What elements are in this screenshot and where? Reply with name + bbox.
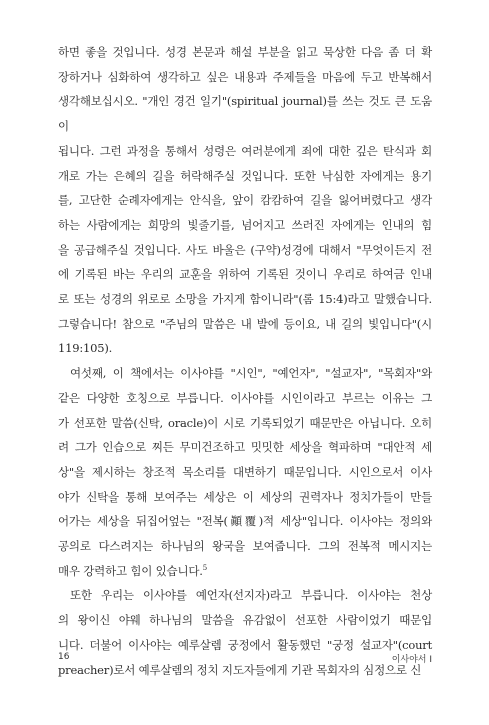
text-line: 가 선포한 말씀(신탁, oracle)이 시로 기록되었기 때문만은 아닙니다. 오히 [58, 415, 432, 430]
text-line: 여섯째, 이 책에서는 이사야를 "시인", "예언자", "설교자", "목회자"와 [70, 366, 432, 381]
text-line: 를, 고단한 순례자에게는 안식을, 앞이 캄캄하여 길을 잃어버렸다고 생각 [58, 193, 432, 208]
text-line: 니다. 더불어 이사야는 예루살렘 궁정에서 활동했던 "궁정 설교자"(court [58, 637, 432, 652]
text-line: 로 또는 성경의 위로로 소망을 가지게 함이니라"(롬 15:4)라고 말했습니다. [58, 292, 432, 307]
running-title: 이사야서 I [391, 655, 432, 665]
page-footer [58, 652, 432, 666]
text-line: 려 그가 인습으로 찌든 무미건조하고 밋밋한 세상을 혁파하며 "대안적 세 [58, 440, 432, 455]
paragraph-isaiah-as-prophet [58, 583, 432, 682]
footnote-marker: 5 [202, 563, 207, 572]
text-line: 어가는 세상을 뒤집어엎는 "전복(顚覆)적 세상"입니다. 이사야는 정의와 [58, 514, 432, 529]
text-line: 생각해보십시오. "개인 경건 일기"(spiritual journal)를 쓰는 것도 큰 도움이 [58, 94, 432, 134]
text-line: 매우 강력하고 힘이 있습니다.$^5$ [58, 563, 207, 578]
text-line: 같은 다양한 호칭으로 부릅니다. 이사야를 시인이라고 부르는 이유는 그 [58, 390, 432, 405]
text-line: 그렇습니다! 참으로 "주님의 말씀은 내 발에 등이요, 내 길의 빛입니다"(시 [58, 316, 432, 331]
text-line: 또한 우리는 이사야를 예언자(선지자)라고 부릅니다. 이사야는 천상 [70, 588, 432, 603]
page-body [58, 40, 432, 682]
paragraph-reading-guidance [58, 40, 432, 361]
text-line: 하는 사람에게는 희망의 빛줄기를, 넘어지고 쓰러진 자에게는 인내의 힘 [58, 217, 432, 232]
text-line: 장하거나 심화하여 생각하고 싶은 내용과 주제들을 마음에 두고 반복해서 [58, 69, 432, 84]
text-line: 야가 신탁을 통해 보여주는 세상은 이 세상의 권력자나 정치가들이 만들 [58, 489, 432, 504]
text-line: 됩니다. 그런 과정을 통해서 성령은 여러분에게 죄에 대한 깊은 탄식과 회 [58, 143, 432, 158]
text-line: 119:105). [58, 341, 113, 356]
text-line: 상"을 제시하는 창조적 목소리를 대변하기 때문입니다. 시인으로서 이사 [58, 464, 432, 479]
page-number: 16 [58, 652, 70, 662]
text-line: preacher)로서 예루살렘의 정치 지도자들에게 기관 목회자의 심정으로 신 [58, 662, 422, 677]
text-line: 공의로 다스려지는 하나님의 왕국을 보여줍니다. 그의 전복적 메시지는 [58, 539, 432, 554]
text-line: 하면 좋을 것입니다. 성경 본문과 해설 부분을 읽고 묵상한 다음 좀 더 확 [58, 45, 432, 59]
paragraph-isaiah-as-poet [58, 361, 432, 583]
text-line: 개로 가는 은혜의 길을 허락해주실 것입니다. 또한 낙심한 자에게는 용기 [58, 168, 432, 183]
text-line: 의 왕이신 야웨 하나님의 말씀을 유감없이 선포한 사람이었기 때문입 [58, 613, 432, 628]
text-line: 에 기록된 바는 우리의 교훈을 위하여 기록된 것이니 우리로 하여금 인내 [58, 267, 432, 282]
text-line: 을 공급해주실 것입니다. 사도 바울은 (구약)성경에 대해서 "무엇이든지 전 [58, 242, 432, 257]
